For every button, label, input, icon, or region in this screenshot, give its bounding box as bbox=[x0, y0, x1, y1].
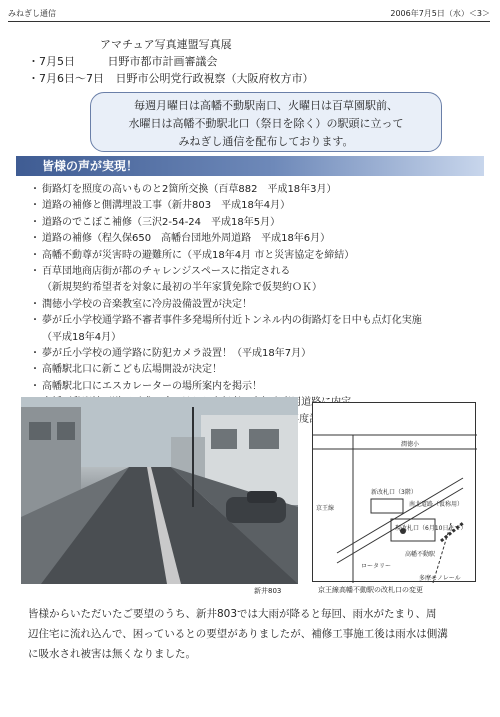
schedule-item bbox=[28, 70, 314, 87]
schedule-list bbox=[28, 36, 314, 87]
map-label-old-exit: 現改札口（6月10日まで） bbox=[395, 525, 467, 532]
body-paragraph bbox=[28, 604, 480, 664]
bullet-icon: ・ bbox=[30, 200, 40, 212]
bullet-icon: ・ bbox=[30, 380, 40, 392]
notice-line: 水曜日は高幡不動駅北口（祭日を除く）の駅頭に立って bbox=[128, 117, 404, 130]
schedule-date: ・7月6日〜7日 bbox=[28, 72, 104, 85]
header-rule bbox=[8, 21, 490, 22]
list-item: ・ 道路の補修（程久保650 高幡台団地外周道路 平成18年6月） bbox=[30, 231, 490, 247]
distribution-notice bbox=[90, 92, 442, 152]
list-item: ・ 高幡駅北口に新こども広場開設が決定！ bbox=[30, 362, 490, 378]
body-line: 辺住宅に流れ込んで、困っているとの要望がありましたが、補修工事施工後は雨水は側溝 bbox=[28, 628, 448, 640]
list-item: ・ 夢が丘小学校通学路不審者事件多発場所付近トンネル内の街路灯を日中も点灯化実施 bbox=[30, 313, 490, 329]
notice-line: みねぎし通信を配布しております。 bbox=[178, 135, 354, 148]
map-label-school: 潤徳小 bbox=[401, 441, 420, 448]
schedule-text: アマチュア写真連盟写真展 bbox=[100, 38, 232, 51]
map-caption: 京王線高幡不動駅の改札口の変更 bbox=[318, 586, 423, 594]
photo-caption: 新井803 bbox=[254, 587, 282, 595]
notice-line: 毎週月曜日は高幡不動駅南口、火曜日は百草園駅前、 bbox=[134, 99, 398, 112]
date-page: 2006年7月5日（水）＜3＞ bbox=[390, 9, 490, 18]
list-item: ・ 道路の補修と側溝埋設工事（新井803 平成18年4月） bbox=[30, 198, 490, 214]
list-item: ・ 百草団地商店街が都のチャレンジスペースに指定される bbox=[30, 264, 490, 280]
map-label-rotary: ロータリー bbox=[361, 563, 392, 570]
street-illustration bbox=[21, 397, 298, 584]
map-label-south-road: 南北道路（仮称用） bbox=[409, 501, 464, 508]
bullet-icon: ・ bbox=[30, 364, 40, 376]
achievements-list bbox=[30, 182, 490, 428]
body-line: に吸水され被害は無くなりました。 bbox=[28, 648, 196, 660]
schedule-text: 日野市公明党行政視察（大阪府枚方市） bbox=[115, 72, 314, 85]
body-line: 皆様からいただいたご要望のうち、新井803では大雨が降ると毎回、雨水がたまり、周 bbox=[28, 608, 437, 620]
bullet-icon: ・ bbox=[30, 266, 40, 278]
bullet-icon: ・ bbox=[30, 298, 40, 310]
schedule-item bbox=[28, 36, 314, 53]
list-item: ・ 街路灯を照度の高いものと2箇所交換（百草882 平成18年3月） bbox=[30, 182, 490, 198]
list-item: ・ 潤徳小学校の音楽教室に冷房設備設置が決定！ bbox=[30, 297, 490, 313]
bullet-icon: ・ bbox=[30, 233, 40, 245]
list-item: ・ 高幡不動尊が災害時の避難所に（平成18年4月 市と災害協定を締結） bbox=[30, 248, 490, 264]
bullet-icon: ・ bbox=[30, 315, 40, 327]
schedule-item bbox=[28, 53, 314, 70]
bullet-icon: ・ bbox=[30, 184, 40, 195]
map-label-new-exit: 新改札口（3階） bbox=[371, 489, 417, 496]
schedule-date: ・7月5日 bbox=[28, 55, 75, 68]
street-photo bbox=[21, 397, 298, 584]
bullet-icon: ・ bbox=[30, 216, 40, 228]
list-item: ・ 高幡駅北口にエスカレーターの場所案内を掲示！ bbox=[30, 379, 490, 395]
bullet-icon: ・ bbox=[30, 348, 40, 360]
list-item-continuation: （新規契約希望者を対象に最初の半年家賃免除で仮契約ＯＫ） bbox=[42, 282, 322, 294]
list-item-continuation: （平成18年4月） bbox=[42, 331, 122, 343]
newsletter-name: みねぎし通信 bbox=[8, 9, 56, 18]
station-map bbox=[312, 402, 476, 582]
map-label-station: 高幡不動駅 bbox=[405, 551, 436, 558]
list-item: ・ 道路のでこぼこ補修（三沢2-54-24 平成18年5月） bbox=[30, 215, 490, 231]
map-label-line: 京王線 bbox=[316, 505, 335, 512]
bullet-icon: ・ bbox=[30, 249, 40, 261]
map-label-monorail: 多摩モノレール bbox=[419, 575, 461, 582]
section-banner: 皆様の声が実現！ bbox=[16, 156, 484, 176]
list-item: ・ 夢が丘小学校の通学路に防犯カメラ設置！（平成18年7月） bbox=[30, 346, 490, 362]
schedule-text: 日野市都市計画審議会 bbox=[107, 55, 218, 68]
